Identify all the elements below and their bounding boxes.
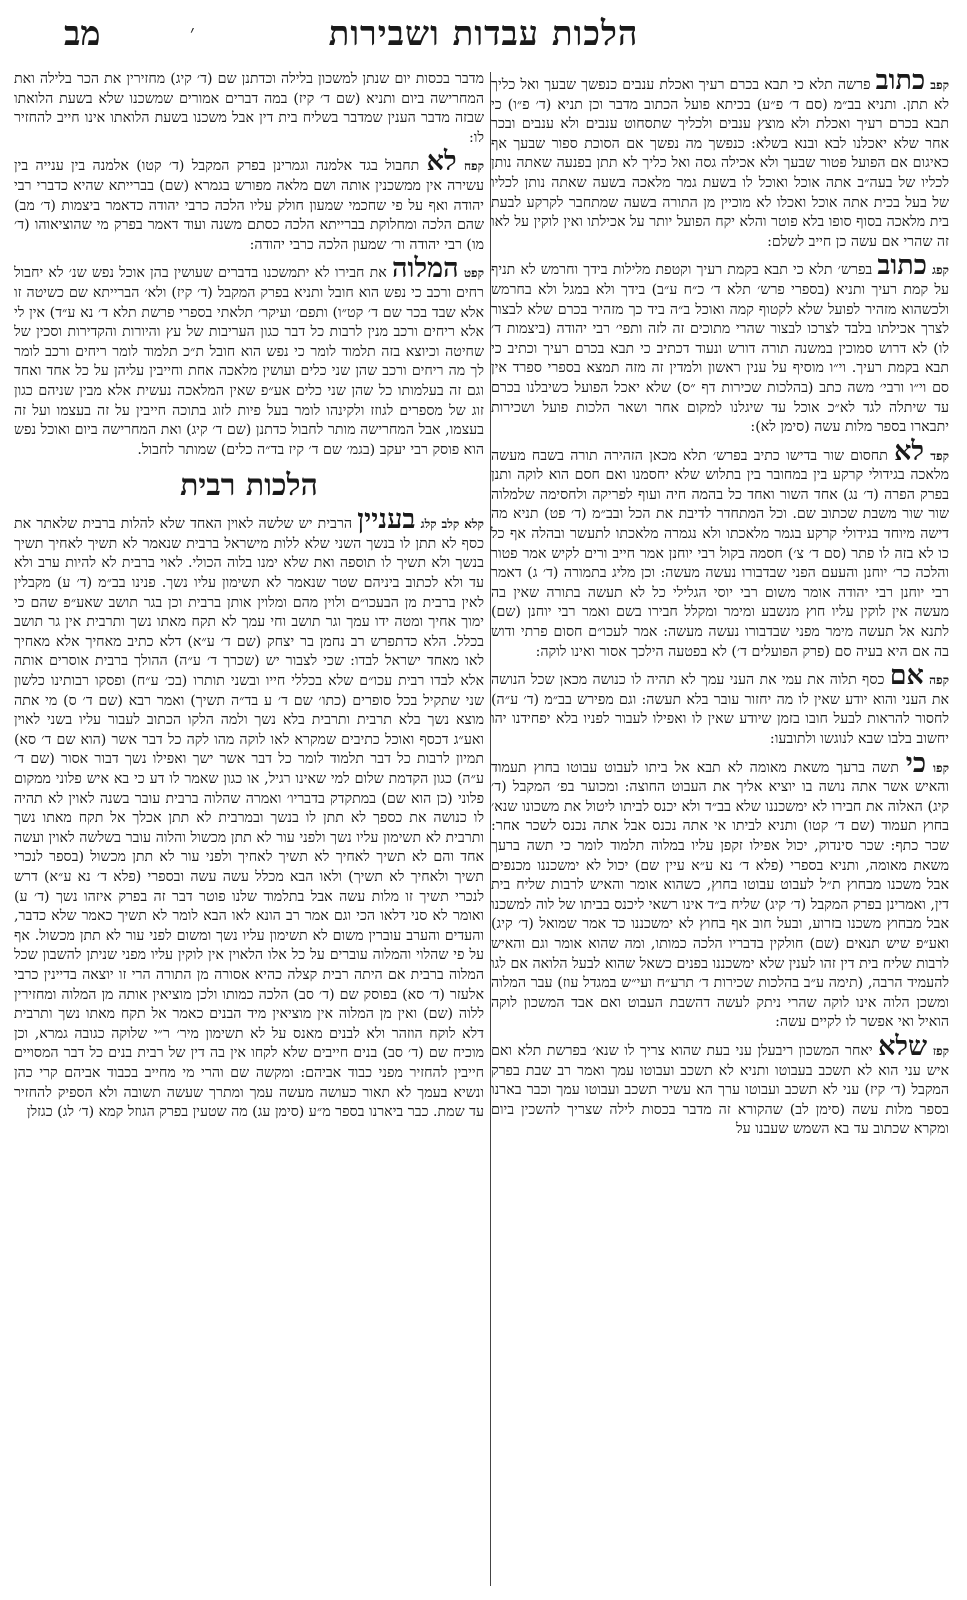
column-divider — [490, 72, 491, 1586]
entry-number: קלא קלב קלג — [420, 517, 484, 532]
running-title: הלכות עבדות ושבירות — [328, 14, 639, 54]
entry-keyword: בעניין — [357, 504, 416, 536]
left-column — [14, 70, 484, 1588]
entry-text: מדבר בכסות יום שנתן למשכון בלילה וכדתנן שם (ד׳ קיג) מחזירין את הכר בלילה ואת המחרישה ביום ותניא (שם ד׳ קיז) במה דברים אמורים שמשכנו שלא בשעת הלואתו שבזה מדבר הענין שמדבר בשליח בית דין אבל משכנו בשעת הלואתו אינו חייב להחזיר לו: — [14, 71, 484, 146]
entry-182 — [491, 70, 949, 252]
section-title: הלכות רבית — [180, 468, 318, 504]
entry-keyword: המלוה — [392, 253, 459, 285]
entry-number: קפט — [463, 266, 484, 281]
entry-keyword: אם — [889, 660, 924, 692]
entry-text: פרשה תלא כי תבא בכרם רעיך ואכלת ענבים כנפשך שבעך ואל כליך לא תתן. ותניא בב״מ (סם ד׳ פ״ע) בכיתא פועל הכתוב מדבר וכן תניא (ד׳ פ״ו) כי תבא בכרם רעיך ואכלת ולא מוצץ ענבים ולכליך שתסחוט ענבים ולא ענבים ובכר אחר שלא יאכלנו לבא ובנא בשלא: כנפשך מה נפשך אם הסוכת ספור שבעך אף כאיגום אם הפועל פטור שבעך ולא אכילה גסה ואל כליך לא תתן בפנעה שאתה נותן לכליו של בעה״ב אתה אוכל ואוכל לו בשעת גמר מלאכה בשעה שאתה נותן לכליו של בעל בכית אתה אוכל ואכלו לא מוכיין מן התורה בשעה שמתחבר לקרקע לבעת בית מלאכה בסוף סופו בלא פוטר והלא יקח הפועל יותר על אכילתו ואין לוקין על לאו זה שהרי אם עשה כן חייב לשלם: — [491, 77, 949, 250]
entry-number: קפו — [932, 760, 949, 775]
entry-text: תחסום שור בדישו כתיב בפרש׳ תלא מכאן הזהירה תורה בשבח מעשה מלאכה בגידולי קרקע בין במחובר בין בתלוש שלא יחסמנו ואם חסם הוא לוקה ותנן בפרק הפרה (ד׳ נג) אחד השור ואחד כל בהמה חיה ועוף לפריקה ולחסימה שלמלוה שור שור משבת שכתוב שם. וכל המתחדר לדיבת את הכל ובב״מ (ד׳ פט) תניא מה דישה מיוחד בגידולי קרקע בגמר מלאכתו ולא נגמרה מלאכתו לתעשר ובהלה אף כל כו לא בזה לו פתר (סם ד׳ צ׳) חסמה בקול רבי יוחנן אמר חייב ורים לקיש אמר פטור והלכה כר׳ יוחנן והעעם הפני שבדבורו נעשה מעשה: וכן מליג בתמורה (ד׳ ג) דאמר רבי יוחנן רבי יהודה אומר משום רבי יוסי הגלילי כל לא תעשה בתורה שאין בה מעשה אין לוקין עליו חוץ מנשבע ומימר ומקלל חבירו בשם ואמר רבי יוחנן (שם) לתנא אל תעשה מימר מפני שבדבורו נעשה מעשה: אמר לעכו״ם חסום פרתי ודוש בה אם היא בעיה סם (פרק הפועלים ד׳) לא בפטעה הילכך אסור ואינו לוקה: — [491, 447, 949, 660]
entry-185 — [491, 660, 949, 749]
entry-keyword: כתוב — [877, 250, 927, 282]
entry-text: את חבירו לא יתמשכנו בדברים שעושין בהן אוכל נפש שנ׳ לא יחבול רחים ורכב כי נפש הוא חובל ותניא בפרק המקבל (ד׳ קיז) ולא׳ הברייתא שם כשיטה זו אלא שבד בכר שם ד׳ קט״ו) ותפם׳ ועיקר׳ תלאתי בספרי פרשת תלא ד׳ נא ע״ד) אין לי אלא ריחים ורכב מנין לרבות כל דבר כגון העריבות של עץ והיורות והקדירות וסכין של שחיטה וכיוצא בזה תלמוד לומר כי נפש הוא חובל ת״כ תלמוד לומר ריחים ורכב לומר לך מה ריחים ורכב שהן שני כלים ועושין מלאכה אחת וחייבין עליהן על כל אחד ואחד וגם זה בעלמותו כל שהן שני כלים אע״פ שאין המלאכה נעשית אלא מבין שניהם כגון זוג של מספרים לגוזז ולקינהו לומר בעל פיות לזוג בתוכה חייבין על זה בעצמו ועל זה בעצמו, אבל המחרישה מותר לחבול כדתנן (שם ד׳ קיג) ואת המחרישה ביום ואוכל נפש הוא פוסק רבי יעקב (בגמ׳ שם ד׳ קיז בד״ה כלים) שמותר לחבול. — [14, 265, 484, 458]
entry-interest — [14, 504, 484, 1122]
entry-keyword: כי — [905, 747, 927, 779]
entry-184 — [491, 435, 949, 663]
entry-text: תחבול בגד אלמנה וגמרינן בפרק המקבל (ד׳ קטו) אלמנה בין ענייה בין עשירה אין ממשכנין אותה ושם מלאה מפורש בגמרא (שם) בברייתא שהיא כדברי רבי יהודה ואף על פי שחכמי שמעון חולק עליו הלכה כרבי יהודה כדאמר ביצמות (ד׳ מב) שהם הלכה ומחלוקת בברייתא הלכה כסתם משנה ועוד דאמר בפרק מי שהוציאוהו (ד׳ מו) רבי יהודה ור׳ שמעון הלכה כרבי יהודה: — [14, 158, 484, 253]
entry-text: תשה ברעך משאת מאומה לא תבא אל ביתו לעבוט עבוטו בחוץ תעמוד והאיש אשר אתה נושה בו יוציא אליך את העבוט החוצה: ומכוער בפ׳ המקבל (ד׳ קיג) האלוה את חבירו לא ימשכננו שלא בב״ד ולא יכנס לביתו ליטול את משכונו שנא׳ בחוץ תעמוד (שם ד׳ קטו) ותניא לביתו אי אתה נכנס אבל אתה נכנס לשכר אחר: שכר כתף: שכר סינדוק, יכול אפילו זקפן עליו במלוה תלמוד לומר כי תשה ברעך משאת מאומה, ותניא בספרי (פלא ד׳ נא ע״א עיין שם) יכול לא ימשכננו מכנפים אבל משכנו מבחוץ ת״ל לעבוט עבוטו בחוץ, כשהוא אומר והאיש לרבות שליח בית דין, ואמרינן בפרק המקבל (ד׳ קיג) שליח ב״ד אינו רשאי ליכנס בביתו של לוה למשכנו אבל מבחוץ משכנו בזרוע, ובעל חוב אף בחוץ לא ימשכננו כד אמר שמואל (ד׳ קיג) ואע״פ שיש תנאים (שם) חולקין בדבריו הלכה כמותו, ומה שהוא אומר וגם והאיש לרבות שליח בית דין זהו לענין שלא ימשכננו בפנים כשאל שהוא לבעל הלואה אם לגו להעמיד הרבה, (תימה ע״ב בהלכות שכירות ד׳ תרע״ח ועי״ש במגדל עוז) עבר המלוה ומשכן הלוה אינו לוקה שהרי ניתק לעשה דהשבת העבוט ואם אבד המשכון לוקה הואיל ואי אפשר לו לקיים עשה: — [491, 759, 949, 1031]
page-header — [40, 14, 927, 60]
page-number: מב — [64, 14, 101, 54]
entry-keyword: לא — [426, 146, 457, 178]
entry-text: כסף תלוה את עמי את העני עמך לא תהיה לו כנושה מכאן שכל הנושה את העני והוא יודע שאין לו מה יחזור עובר בלא תעשה: וגם מפירש בב״מ (ד׳ ע״ה) לחסור להראות לבעל חובו בזמן שיודע שאין לו ואפילו לעבור לפניו בלא יפחידנו יהו יחשוב בלבו שבא לנוגשו ולתובעו: — [491, 672, 949, 747]
header-mark: ׳ — [190, 20, 195, 44]
entry-number: קפח — [463, 159, 484, 174]
entry-continuation — [14, 70, 484, 148]
entry-188 — [14, 146, 484, 255]
entry-189 — [14, 253, 484, 460]
entry-number: קפג — [932, 263, 949, 278]
entry-186 — [491, 747, 949, 1033]
entry-text: בפרש׳ תלא כי תבא בקמת רעיך וקטפת מלילות בידך וחרמש לא תניף על קמת רעיך ותניא (בספרי פרש׳ תלא ד׳ כ״ח ע״ב) בידך ולא במגל ולא בחרמש ולכשהוא מזהיר לפועל שלא לקטוף קמה ואוכל ב״ה ביד כך מזהיר בכרם שלא לבצור לצרך אכילתו בלבד לצרכו לבצור שהרי מתוכים זה לזה ותפי׳ רבי יהודה (ביצמות ד׳ לו) לא דרוש סמוכין במשנה תורה דורש ונעוד דכתיב כי תבא בכרם רעיך וכתיב כי תבא בקמת רעיך. וי״ו מוסיף על ענין ראשון ולמדין זה מזה תמצא בספרי ספרד אין סם וי״ו ורבי׳ משה כתב (בהלכות שכירות דף ״ס) שלא יאכל הפועל כשיבלנו בכרם עד שיתלה לגד לא״כ אוכל עד שיגלנו למקום אחר ושאר הלכות פועל ושכירות יתבארו בספר מלות עשה (סימן לא): — [491, 262, 949, 436]
entry-number: קפז — [932, 1043, 949, 1058]
entry-number: קפב — [930, 78, 949, 92]
entry-187 — [491, 1030, 949, 1140]
entry-number: קפד — [930, 448, 949, 463]
entry-183 — [491, 250, 949, 437]
entry-keyword: כתוב — [875, 70, 926, 96]
entry-number: קפה — [929, 673, 949, 688]
entry-keyword: שלא — [878, 1030, 928, 1062]
entry-text: הרבית יש שלשה לאוין האחד שלא להלות ברבית שלאתר את כסף לא תתן לו בנשך השני שלא ללות מישראל ברבית שנאמר לא תשיך לאחיך תשיך בנשך ולא תשיך לו תוספה ואת שלא ימנו בלוה הכולי. לאוי ברבית לא להיות ערב ולא עד ולא לכתוב ביניהם שטר שנאמר לא תשימון עליו נשך. פנינו בב״מ (ד׳ ע) מקבלין לאין ברבית מן הבעכו״ם ולוין מהם ומלוין אותן ברבית וכן בגר תושב שאע״פ שהם כי ימוך אחיך ומטה ידו עמך וגר תושב וחי עמך לא תקח מאתו נשך ותרבית אין גר תושב בכלל. הלא כדתפרש רב נחמן בר יצחק (שם ד׳ ע״א) דלא כתיב מאחיך אלא מאחיך לאו מאחד ישראל לבדו: שכי לצבור יש (שכרך ד׳ ע״ה) ההולך ברבית אוסרים אותה אלא לבדו רבית עכו״ם שלא בכללי חייו ובשני תותרו (בכ׳ ע״ח) ופסקו רבותינו כלשון שני שתקיל בכל סופרים (כתו׳ שם ד׳ ע בד״ה תשיך) ואמר רבא (שם ד׳ ס) מי אתה מוצא נשך בלא תרבית ותרבית בלא נשך ולמה הלקו הכתוב לעבור עליו בשני לאוין ואע״ג דכסף ואוכל כתיבים שמקרא לאו לוקה מהו לקה כל דבר אשר (הוא שם ד׳ סא) תמיון לרבות כל דבר תלמוד לומר כל דבר אשר ישך ואפילו נשך דבור אסור (שם ד׳ ע״ה) כגון הקדמת שלום למי שאינו רגיל, או כגון שאמר לו דע כי בא איש פלוני ממקום פלוני (כן הוא שם) במתקדק בדבריו׳ ואמרה שהלוה ברבית עובר בשנה לאוין לא תהיה לו כנושה את כספך לא תתן לו בנשך ובמרבית לא תתן אכלך אל תקח מאתו נשך ותרבית לא תשימון עליו נשך ולפני עור לא תתן מכשול והלוה עובר בשלשה לאוין ועשה אחד והם לא תשיך לאחיך לא תשיך לאחיך ולפני עור לא תתן מכשול (בספר לנכרי תשיך ולאחיך לא תשיך) ולאו הבא מכלל עשה עשה ובספרי (פלא ד׳ נא ע״א) דרש לנכרי תשיך זו מלות עשה אבל בתלמוד שלנו פוטר דבר זה בפרק איזהו נשך (ד׳ ע) ואומר לא סני דלאו הכי וגם אמר רב הונא לאו הבא לומר לא תשיך כאמר שלא כדבר, והעדים והערב עוברין משום לא תשימון עליו נשך ומשום לפני עור לא תתן מכשול. אף על פי שהלוי והמלוה עוברים על כל אלו הלאוין אין לוקין עליו מפני שניתן להשבון שכל המלוה ברבית אם היתה רבית קצלה כהיא אסורה מן התורה הרי זו יוצאה בדיינין כרבי אלעזר (ד׳ סא) בפוסק שם (ד׳ סב) הלכה כמותו ולכן מוציאין אותה מן המלוה ומחזירין ללוה (שם) ואין מן המלוה אין מוציאין מיד הבנים כאמר אל תקח מאתו נשך ותרבית דלא לוקח הוזהר ולא לבנים מאנס על לא תשימון מיר׳ ר״י שלוקה כגובה גמרא, וכן מוכיח שם (ד׳ סב) בנים חייבים שלא לקחו אין בה דין של רבית בנים כל דבר המסויים חייבין להחזיר מפני כבוד אביהם: ומקשה שם והרי מי מחייב בכבוד אביהם קרי כהן ונשיא בעמך לא תאור כעושה מעשה עמך ומתרך שעשה תשובה ולא הספיק להחזיר עד שמת. כבר ביארנו בספר מ״ע (סימן עג) מה שטעין בפרק הגוזל קמא (ד׳ לג) כגזלן — [14, 516, 484, 1121]
entry-keyword: לא — [894, 435, 925, 467]
right-column — [491, 70, 949, 1588]
entry-text: יאחר המשכון ריבעלן עני בעת שהוא צריך לו שנא׳ בפרשת תלא ואם איש עני הוא לא תשכב בעבוטו ותניא לא תשכב ועבוטו עמך ואמר רב שבת בפרק המקבל (ד׳ קיז) עני לא תשכב ועבוטו ערך הא עשיר תשכב ועבוטו עמך וכבר בארנו בספר מלות עשה (סימן לב) שהקורא זה מדבר בכסות לילה שצריך להשכין ביום ומקרא שכתוב עד בא השמש שעבנו על — [491, 1042, 949, 1138]
